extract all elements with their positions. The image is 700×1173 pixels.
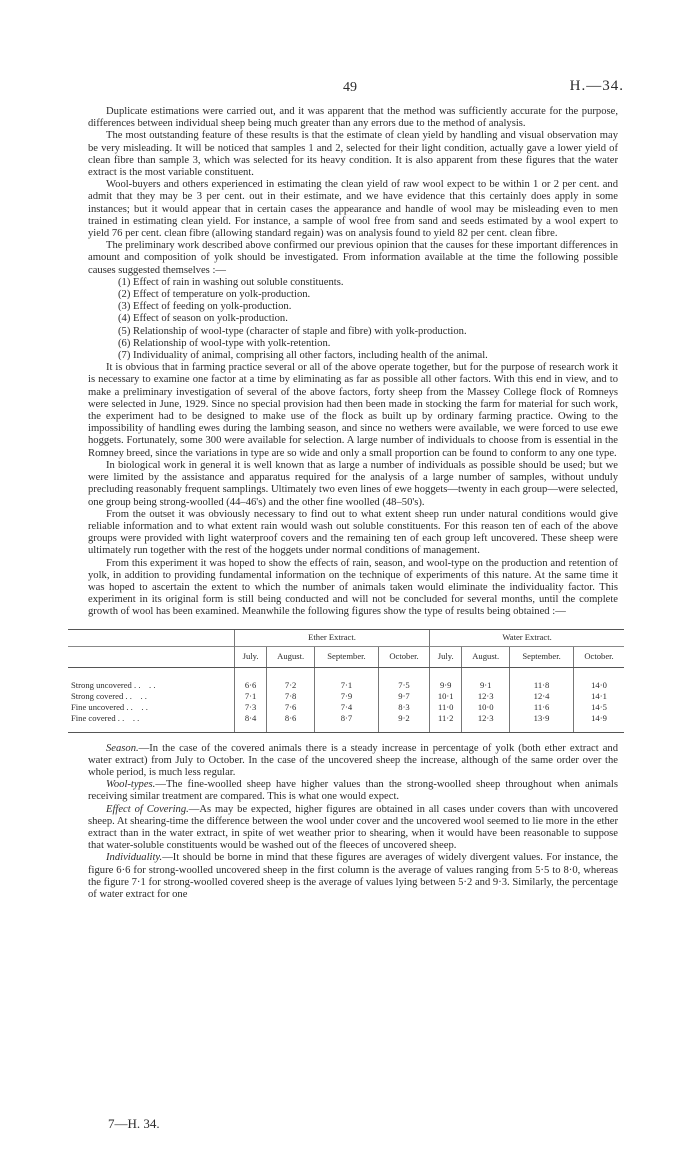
document-reference: H.—34.	[569, 78, 624, 94]
list-item: (1) Effect of rain in washing out soluble constituents.	[118, 276, 344, 288]
paragraph-heading: Wool-types.	[106, 779, 156, 791]
causes-list	[88, 277, 618, 362]
table-row	[68, 713, 624, 733]
table-cell: 10·0	[462, 702, 510, 713]
paragraph-wool-types: Wool-types.—The fine-woolled sheep have higher values than the strong-woolled sheep throughout when animals receiving similar treatment are compared. This is what one would expect.	[88, 779, 618, 803]
table-cell: 12·3	[462, 691, 510, 702]
paragraph: Wool-buyers and others experienced in estimating the clean yield of raw wool expect to be within 1 or 2 per cent. and admit that they may be 3 per cent. out in their estimate, and we have evidence that this certainly does apply in some instances; but it would appear that in certain cases the appearance and handle of wool may be misleading even to men trained in estimating clean yield. For instance, a sample of wool free from sand and seeds estimated by a wool expert to yield 76 per cent. clean fibre (allowing standard regain) was on analysis found to yield 82 per cent. clean fibre.	[88, 179, 618, 240]
table-row	[68, 667, 624, 691]
table-cell: 12·4	[510, 691, 574, 702]
table-cell: 9·2	[378, 713, 429, 733]
column-header: August.	[462, 646, 510, 667]
table-cell: 10·1	[430, 691, 462, 702]
paragraph-heading: Effect of Covering.	[106, 803, 189, 815]
table-cell: 7·5	[378, 667, 429, 691]
column-header: August.	[267, 646, 315, 667]
column-header: October.	[574, 646, 624, 667]
column-header: September.	[315, 646, 379, 667]
paragraph: Duplicate estimations were carried out, and it was apparent that the method was sufficiently accurate for the purpose, differences between individual sheep being much greater than any errors due to the method of analysis.	[88, 106, 618, 130]
table-cell: 7·2	[267, 667, 315, 691]
list-item: (4) Effect of season on yolk-production.	[118, 313, 288, 325]
table-cell: 14·1	[574, 691, 624, 702]
table-cell: 7·3	[235, 702, 267, 713]
list-item: (2) Effect of temperature on yolk-production.	[118, 289, 311, 301]
results-table	[68, 629, 624, 733]
table-cell: 8·6	[267, 713, 315, 733]
table-cell: 14·9	[574, 713, 624, 733]
table-column-header-row	[68, 646, 624, 667]
table-group-header-row	[68, 629, 624, 646]
table-cell: 7·1	[235, 691, 267, 702]
row-label: Fine uncovered . . . .	[71, 701, 148, 712]
table-cell: 8·3	[378, 702, 429, 713]
table-corner	[68, 629, 235, 646]
table-cell: 6·6	[235, 667, 267, 691]
table-cell: 9·1	[462, 667, 510, 691]
table-cell: 11·6	[510, 702, 574, 713]
paragraph-season: Season.—In the case of the covered animals there is a steady increase in percentage of yolk (both ether extract and water extract) from July to October. In the case of the uncovered sheep the increase, although of the same order over the whole period, is much less regular.	[88, 742, 618, 778]
paragraph: From this experiment it was hoped to show the effects of rain, season, and wool-type on the production and retention of yolk, in addition to providing fundamental information on the technique of experiments of this nature. At the same time it was hoped to ascertain the extent to which the number of animals taken would eliminate the individuality factor. This experiment in its original form is still being conducted and will not be concluded for several months, until the complete growth of wool has been examined. Meanwhile the following figures show the type of results being obtained :—	[88, 557, 618, 618]
table-cell: 13·9	[510, 713, 574, 733]
table-cell: 11·0	[430, 702, 462, 713]
table-cell: 7·4	[315, 702, 379, 713]
table-cell: 9·7	[378, 691, 429, 702]
column-header: September.	[510, 646, 574, 667]
list-item: (7) Individuality of animal, comprising all other factors, including health of the animal.	[118, 350, 488, 362]
paragraph-individuality: Individuality.—It should be borne in mind that these figures are averages of widely divergent values. For instance, the figure 6·6 for strong-woolled uncovered sheep in the first column is the average of values ranging from 5·5 to 8·0, whereas the figure 7·1 for strong-woolled covered sheep is the average of values lying between 5·2 and 9·3. Similarly, the percentage of water extract for one	[88, 852, 618, 900]
table-cell: 7·9	[315, 691, 379, 702]
column-header: July.	[430, 646, 462, 667]
footer-signature: 7—H. 34.	[108, 1116, 160, 1131]
table-cell: 14·0	[574, 667, 624, 691]
paragraph-heading: Individuality.	[106, 852, 163, 864]
column-header: July.	[235, 646, 267, 667]
paragraph: It is obvious that in farming practice several or all of the above operate together, but for the purpose of research work it is necessary to examine one factor at a time by eliminating as far as possible all other factors. With this end in view, and to make a preliminary investigation of several of the above factors, forty sheep from the Massey College flock of Romneys were selected in June, 1929. Since no special provision had then been made in stocking the farm for material for such work, the experiment had to be designed to make use of the flock as built up by ordinary farming practice. Owing to the impossibility of handling ewes during the lambing season, and since no wethers were available, we were forced to use ewe hoggets. Fortunately, some 300 were available for selection. A large number of individuals to choose from is essential in the Romney breed, since the variations in type are so wide and only a small proportion can be found to conform to any one type.	[88, 362, 618, 459]
table-cell: 7·6	[267, 702, 315, 713]
table-row-label-header	[68, 646, 235, 667]
table-cell: 11·8	[510, 667, 574, 691]
list-item: (6) Relationship of wool-type with yolk-retention.	[118, 337, 331, 349]
row-label: Fine covered . . . .	[68, 713, 235, 733]
table-row	[68, 691, 624, 702]
table-row	[68, 702, 624, 713]
table-cell: 11·2	[430, 713, 462, 733]
paragraph-covering: Effect of Covering.—As may be expected, higher figures are obtained in all cases under covers than with uncovered sheep. At shearing-time the difference between the wool under cover and the uncovered wool seemed to lie more in the ether extract than in the water extract, in spite of wet weather prior to shearing, when it would have been reasonable to suppose that water-soluble constituents would be washed out of the fleeces of uncovered sheep.	[88, 803, 618, 852]
list-item: (5) Relationship of wool-type (character of staple and fibre) with yolk-production.	[118, 325, 467, 337]
row-label: Strong covered . . . .	[71, 690, 147, 701]
ether-extract-header: Ether Extract.	[235, 629, 430, 646]
paragraph: The preliminary work described above confirmed our previous opinion that the causes for these important differences in amount and composition of yolk should be investigated. From information available at the time the following possible causes suggested themselves :—	[88, 240, 618, 276]
paragraph-heading: Season.	[106, 742, 139, 754]
table-cell: 8·7	[315, 713, 379, 733]
column-header: October.	[378, 646, 429, 667]
list-item: (3) Effect of feeding on yolk-production.	[118, 301, 292, 313]
paragraph: The most outstanding feature of these results is that the estimate of clean yield by handling and visual observation may be very misleading. It will be noticed that samples 1 and 2, selected for their light condition, actually gave a lower yield of clean fibre than sample 3, which was selected for its heavy condition. It is also apparent from these figures that the water extract is the most variable constituent.	[88, 130, 618, 179]
water-extract-header: Water Extract.	[430, 629, 624, 646]
table-cell: 12·3	[462, 713, 510, 733]
row-label: Strong uncovered . . . .	[71, 679, 156, 690]
table-cell: 7·8	[267, 691, 315, 702]
body-text	[71, 106, 618, 901]
table-cell: 9·9	[430, 667, 462, 691]
table-cell: 14·5	[574, 702, 624, 713]
paragraph: In biological work in general it is well known that as large a number of individuals as possible should be used; but we were limited by the assistance and apparatus required for the analysis of a large number of samples, without unduly precluding reasonably frequent samplings. Ultimately two even lines of ewe hoggets—twenty in each group—were selected, one group being strong-woolled (44–46's) and the other fine woolled (48–50's).	[88, 459, 618, 508]
paragraph: From the outset it was obviously necessary to find out to what extent sheep run under natural conditions would give reliable information and to what extent rain would wash out soluble constituents. For this reason ten of each of the above groups were provided with light waterproof covers and the remaining ten of each group left uncovered. These sheep were ultimately run together with the rest of the hoggets under normal conditions of management.	[88, 508, 618, 557]
page-number: 49	[343, 80, 357, 95]
table-cell: 7·1	[315, 667, 379, 691]
table-cell: 8·4	[235, 713, 267, 733]
